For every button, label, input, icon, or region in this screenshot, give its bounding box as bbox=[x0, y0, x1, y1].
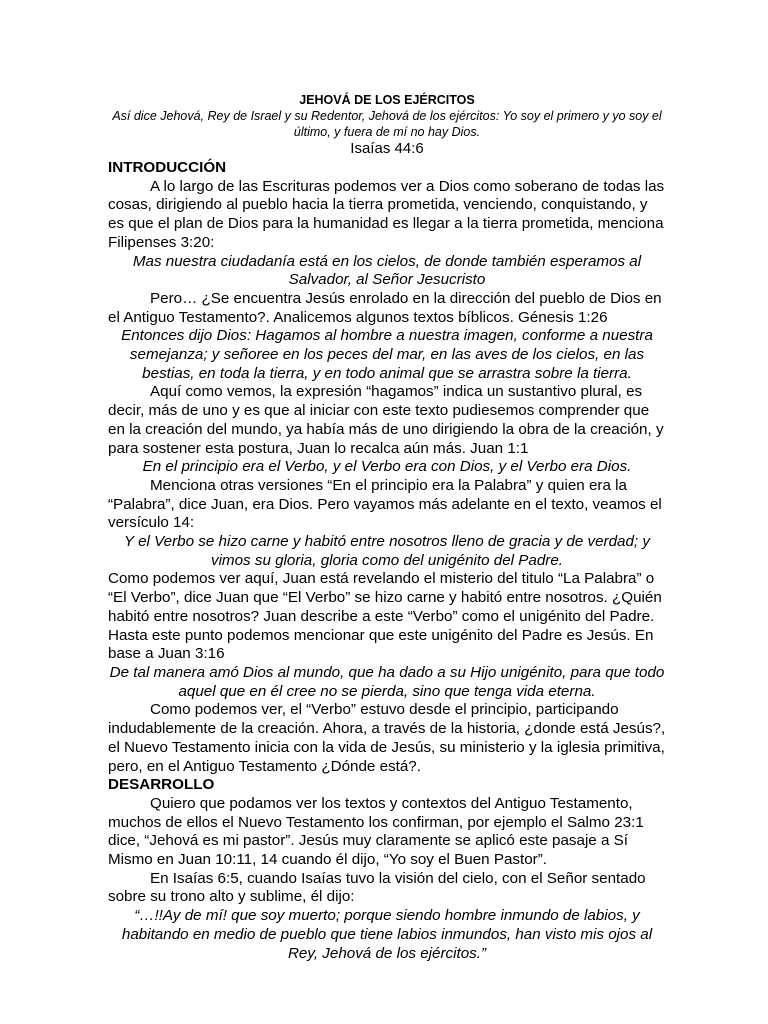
document-title: JEHOVÁ DE LOS EJÉRCITOS bbox=[299, 93, 475, 107]
paragraph-hagamos: Aquí como vemos, la expresión “hagamos” indica un sustantivo plural, es decir, más de uno y es que al iniciar con este texto pudiesemos comprender que en la creación del mundo, ya había más de uno dirigiendo la obra de la creación, y para sostener esta postura, Juan lo recalca aún más. Juan 1:1 bbox=[108, 383, 664, 457]
document-page bbox=[108, 92, 666, 963]
quote-philippians: Mas nuestra ciudadanía está en los cielos, de donde también esperamos al Salvador, al Señor Jesucristo bbox=[132, 252, 642, 289]
quote-isaiah-6-5: “…!!Ay de mí! que soy muerto; porque siendo hombre inmundo de labios, y habitando en medio de pueblo que tiene labios inmundos, han visto mis ojos al Rey, Jehová de los ejércitos.” bbox=[121, 907, 653, 962]
quote-john-3-16: De tal manera amó Dios al mundo, que ha dado a su Hijo unigénito, para que todo aquel que en él cree no se pierda, sino que tenga vida eterna. bbox=[109, 663, 665, 700]
epigraph-reference: Isaías 44:6 bbox=[350, 140, 424, 157]
epigraph-quote: Así dice Jehová, Rey de Israel y su Redentor, Jehová de los ejércitos: Yo soy el primero y yo soy el último, y fuera de mí no hay Dios. bbox=[112, 109, 662, 139]
paragraph-verbo: Como podemos ver aquí, Juan está revelando el misterio del titulo “La Palabra” o “El Verbo”, dice Juan que “El Verbo” se hizo carne y habitó entre nosotros. ¿Quién habitó entre nosotros? Juan describe a este “Verbo” como el unigénito del Padre. Hasta este punto podemos mencionar que este unigénito del Padre es Jesús. En base a Juan 3:16 bbox=[108, 570, 662, 663]
paragraph-old-testament-texts: Quiero que podamos ver los textos y contextos del Antiguo Testamento, muchos de ellos el Nuevo Testamento los confirman, por ejemplo el Salmo 23:1 dice, “Jehová es mi pastor”. Jesús muy claramente se aplicó este pasaje a Sí Mismo en Juan 10:11, 14 cuando él dijo, “Yo soy el Buen Pastor”. bbox=[108, 794, 644, 869]
paragraph-where-is-jesus: Como podemos ver, el “Verbo” estuvo desde el principio, participando indudablemente de la creación. Ahora, a través de la historia, ¿donde está Jesús?, el Nuevo Testamento inicia con la vida de Jesús, su ministerio y la iglesia primitiva, pero, en el Antiguo Testamento ¿Dónde está?. bbox=[108, 701, 666, 775]
paragraph-intro: A lo largo de las Escrituras podemos ver a Dios como soberano de todas las cosas, dirigiendo al pueblo hacia la tierra prometida, venciendo, conquistando, y es que el plan de Dios para la humanidad es llegar a la tierra prometida, menciona Filipenses 3:20: bbox=[108, 177, 665, 251]
development-heading: DESARROLLO bbox=[108, 776, 215, 794]
quote-genesis: Entonces dijo Dios: Hagamos al hombre a nuestra imagen, conforme a nuestra semejanza; y señoree en los peces del mar, en las aves de los cielos, en las bestias, en toda la tierra, y en todo animal que se arrastra sobre la tierra. bbox=[121, 327, 653, 382]
quote-john-1-1: En el principio era el Verbo, y el Verbo era con Dios, y el Verbo era Dios. bbox=[142, 458, 632, 476]
introduction-heading: INTRODUCCIÓN bbox=[108, 159, 227, 176]
paragraph-palabra: Menciona otras versiones “En el principio era la Palabra” y quien era la “Palabra”, dice Juan, era Dios. Pero vayamos más adelante en el texto, veamos el versículo 14: bbox=[108, 476, 662, 532]
paragraph-old-testament-question: Pero… ¿Se encuentra Jesús enrolado en la dirección del pueblo de Dios en el Antiguo Testamento?. Analicemos algunos textos bíblicos. Génesis 1:26 bbox=[108, 289, 662, 326]
quote-john-1-14: Y el Verbo se hizo carne y habitó entre nosotros lleno de gracia y de verdad; y vimos su gloria, gloria como del unigénito del Padre. bbox=[124, 533, 650, 569]
paragraph-isaiah-vision: En Isaías 6:5, cuando Isaías tuvo la visión del cielo, con el Señor sentado sobre su trono alto y sublime, él dijo: bbox=[108, 869, 646, 906]
